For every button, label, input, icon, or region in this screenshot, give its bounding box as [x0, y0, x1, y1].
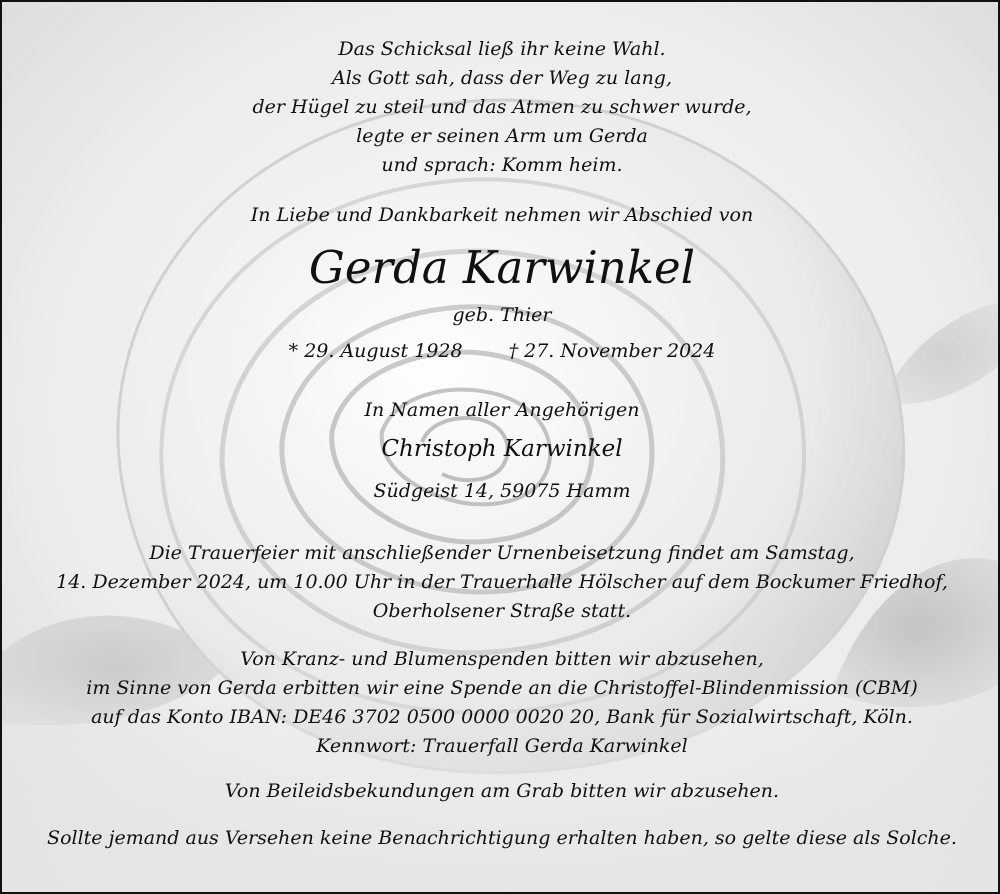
poem [2, 35, 1000, 180]
death-date: † 27. November 2024 [508, 340, 716, 362]
life-dates [2, 338, 1000, 364]
mourner-name: Christoph Karwinkel [381, 436, 623, 462]
birth-name: geb. Thier [452, 304, 552, 326]
poem-line: legte er seinen Arm um Gerda [356, 125, 648, 147]
donation-line: Von Kranz- und Blumenspenden bitten wir abzusehen, [240, 648, 764, 670]
donation-line: im Sinne von Gerda erbitten wir eine Spende an die Christoffel-Blindenmission (CBM) [86, 677, 918, 699]
deceased-name: Gerda Karwinkel [308, 241, 696, 294]
mourner-address: Südgeist 14, 59075 Hamm [373, 480, 631, 502]
ceremony-line: 14. Dezember 2024, um 10.00 Uhr in der Trauerhalle Hölscher auf dem Bockumer Friedhof, [56, 571, 948, 593]
poem-line: der Hügel zu steil und das Atmen zu schwer wurde, [252, 96, 752, 118]
donation-line: Kennwort: Trauerfall Gerda Karwinkel [316, 735, 688, 757]
poem-line: Das Schicksal ließ ihr keine Wahl. [338, 38, 666, 60]
ceremony-info [2, 539, 1000, 626]
family-line: In Namen aller Angehörigen [364, 399, 640, 421]
ceremony-line: Die Trauerfeier mit anschließender Urnenbeisetzung findet am Samstag, [149, 542, 855, 564]
farewell-intro: In Liebe und Dankbarkeit nehmen wir Abschied von [250, 204, 754, 226]
donation-line: auf das Konto IBAN: DE46 3702 0500 0000 0020 20, Bank für Sozialwirtschaft, Köln. [91, 706, 913, 728]
donation-info [2, 645, 1000, 761]
condolence-note: Von Beileidsbekundungen am Grab bitten wir abzusehen. [224, 780, 780, 802]
ceremony-line: Oberholsener Straße statt. [372, 600, 632, 622]
poem-line: und sprach: Komm heim. [381, 154, 623, 176]
birth-date: * 29. August 1928 [288, 340, 463, 362]
notification-note: Sollte jemand aus Versehen keine Benachrichtigung erhalten haben, so gelte diese als Solche. [47, 827, 957, 849]
poem-line: Als Gott sah, dass der Weg zu lang, [331, 67, 673, 89]
